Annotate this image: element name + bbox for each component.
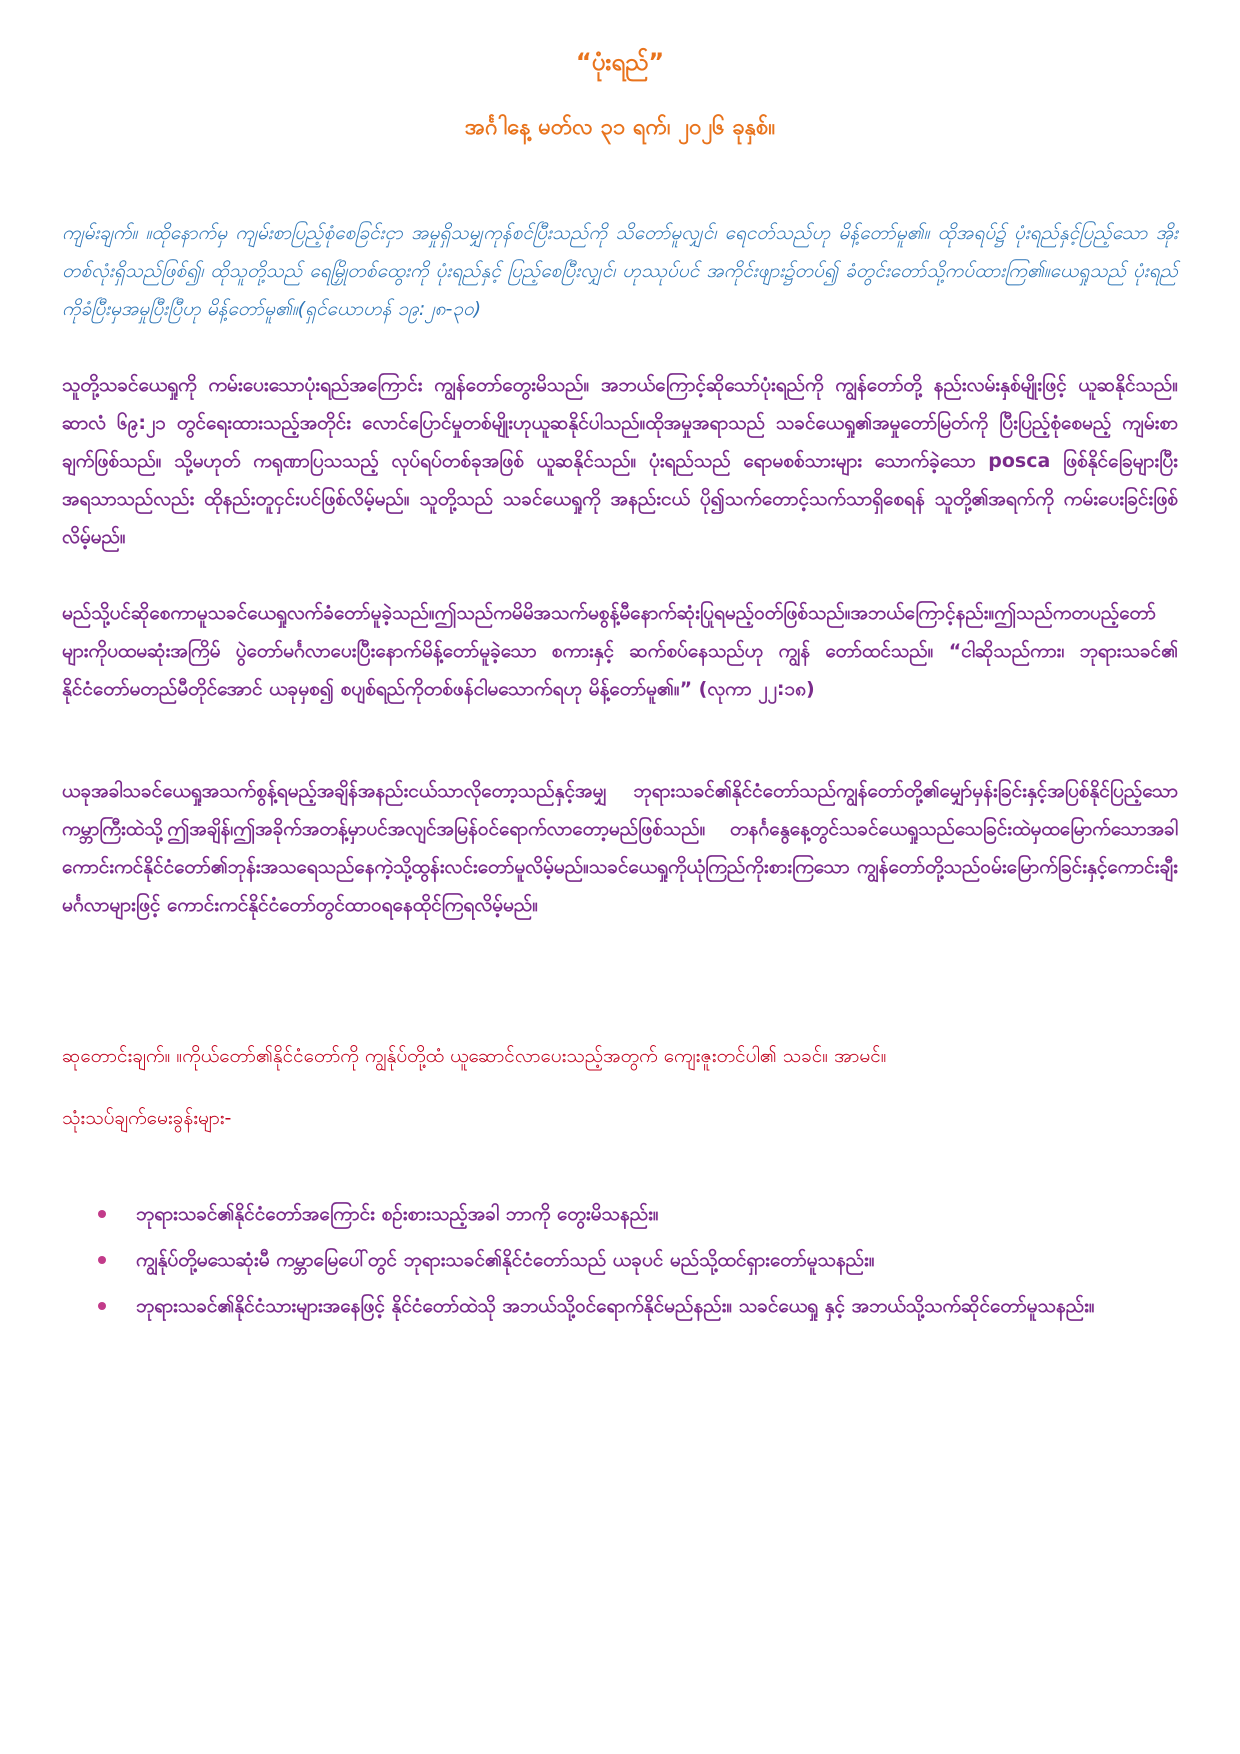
questions-heading: သုံးသပ်ချက်မေးခွန်းများ-	[62, 1107, 232, 1129]
reflection-questions-list	[94, 1194, 1154, 1332]
question-text: ဘုရားသခင်၏နိုင်ငံသားများအနေဖြင့် နိုင်ငံတော်ထဲသို အဘယ်သို့ဝင်ရောက်နိုင်မည်နည်း။ သခင်ယေရှု နှင့် အဘယ်သို့သက်ဆိုင်တော်မူသနည်း။	[136, 1295, 1095, 1317]
list-item	[94, 1240, 1154, 1280]
list-item	[94, 1194, 1154, 1234]
scripture-passage: ကျမ်းချက်။ ။ထိုနောက်မှ ကျမ်းစာပြည့်စုံစေခြင်းငှာ အမှုရှိသမျှကုန်စင်ပြီးသည်ကို သိတော်မူလျှင်၊ ရေငတ်သည်ဟု မိန့်တော်မူ၏။ ထိုအရပ်၌ ပုံးရည်နှင့်ပြည့်သော အိုးတစ်လုံးရှိသည်ဖြစ်၍၊ ထိုသူတို့သည် ရေမြှိုတစ်ထွေးကို ပုံးရည်နှင့် ပြည့်စေပြီးလျှင်၊ ဟုဿုပ်ပင် အကိုင်းဖျား၌တပ်၍ ခံတွင်းတော်သို့ကပ်ထားကြ၏။ယေရှုသည် ပုံးရည်ကိုခံပြီးမှအမှုပြီးပြီဟု မိန့်တော်မူ၏။(ရှင်ယောဟန် ၁၉:၂၈-၃၀)	[62, 222, 1178, 320]
bullet-icon	[98, 1256, 106, 1264]
body-paragraph-2: မည်သို့ပင်ဆိုစေကာမူသခင်ယေရှုလက်ခံတော်မူခဲ့သည်။ဤသည်ကမိမိအသက်မစွန့်မီနောက်ဆုံးပြုရမည့်ဝတ်ဖြစ်သည်။အဘယ်ကြောင့်နည်း။ဤသည်ကတပည့်တော်များကိုပထမဆုံးအကြိမ် ပွဲတော်မင်္ဂလာပေးပြီးနောက်မိန့်တော်မူခဲ့သော စကားနှင့် ဆက်စပ်နေသည်ဟု ကျွန် တော်ထင်သည်။ “ငါဆိုသည်ကား၊ ဘုရားသခင်၏ နိုင်ငံတော်မတည်မီတိုင်အောင် ယခုမှစ၍ စပျစ်ရည်ကိုတစ်ဖန်ငါမသောက်ရဟု မိန့်တော်မူ၏။” (လုကာ ၂၂:၁၈)	[62, 602, 1178, 700]
bullet-icon	[98, 1302, 106, 1310]
list-item	[94, 1286, 1154, 1326]
body-paragraph-3: ယခုအခါသခင်ယေရှုအသက်စွန့်ရမည့်အချိန်အနည်းငယ်သာလိုတော့သည်နှင့်အမျှ ဘုရားသခင်၏နိုင်ငံတော်သည်ကျွန်တော်တို့၏မျှော်မှန်းခြင်းနှင့်အပြစ်နိုင်ပြည့်သောကမ္ဘာကြီးထဲသို့ဤအချိန်၊ဤအခိုက်အတန့်မှာပင်အလျင်အမြန်ဝင်ရောက်လာတော့မည်ဖြစ်သည်။ တနင်္ဂနွေနေ့တွင်သခင်ယေရှုသည်သေခြင်းထဲမှထမြောက်သောအခါကောင်းကင်နိုင်ငံတော်၏ဘုန်းအသရေသည်နေကဲ့သို့ထွန်းလင်းတော်မူလိမ့်မည်။သခင်ယေရှုကိုယုံကြည်ကိုးစားကြသော ကျွန်တော်တို့သည်ဝမ်းမြောက်ခြင်းနှင့်ကောင်းချီးမင်္ဂလာများဖြင့် ကောင်းကင်နိုင်ငံတော်တွင်ထာဝရနေထိုင်ကြရလိမ့်မည်။	[62, 780, 1178, 916]
prayer-text: ဆုတောင်းချက်။ ။ကိုယ်တော်၏နိုင်ငံတော်ကို ကျွန်ုပ်တို့ထံ ယူဆောင်လာပေးသည့်အတွက် ကျေးဇူးတင်ပါ၏ သခင်။ အာမင်။	[62, 1045, 887, 1067]
question-text: ကျွန်ုပ်တို့မသေဆုံးမီ ကမ္ဘာမြေပေါ်တွင် ဘုရားသခင်၏နိုင်ငံတော်သည် ယခုပင် မည်သို့ထင်ရှားတော်မူသနည်း။	[136, 1249, 875, 1271]
devotion-date: အင်္ဂါနေ့ မတ်လ ၃၁ ရက်၊ ၂၀၂၆ ခုနှစ်။	[464, 115, 776, 140]
bullet-icon	[98, 1210, 106, 1218]
question-text: ဘုရားသခင်၏နိုင်ငံတော်အကြောင်း စဉ်းစားသည့်အခါ ဘာကို တွေးမိသနည်း။	[136, 1203, 659, 1225]
devotion-title: “ပုံးရည်”	[575, 48, 665, 76]
body-paragraph-1: သူတို့သခင်ယေရှုကို ကမ်းပေးသောပုံးရည်အကြောင်း ကျွန်တော်တွေးမိသည်။ အဘယ်ကြောင့်ဆိုသော်ပုံးရည်ကို ကျွန်တော်တို့ နည်းလမ်းနှစ်မျိုးဖြင့် ယူဆနိုင်သည်။ ဆာလံ ၆၉:၂၁ တွင်ရေးထားသည့်အတိုင်း လောင်ပြောင်မှုတစ်မျိုးဟုယူဆနိုင်ပါသည်။ထိုအမှုအရာသည် သခင်ယေရှု၏အမှုတော်မြတ်ကို ပြီးပြည့်စုံစေမည့် ကျမ်းစာချက်ဖြစ်သည်။ သို့မဟုတ် ကရုဏာပြသသည့် လုပ်ရပ်တစ်ခုအဖြစ် ယူဆနိုင်သည်။ ပုံးရည်သည် ရောမစစ်သားများ သောက်ခဲ့သော posca ဖြစ်နိုင်ခြေများပြီး အရသာသည်လည်း ထိုနည်းတူငှင်းပင်ဖြစ်လိမ့်မည်။ သူတို့သည် သခင်ယေရှုကို အနည်းငယ် ပို၍သက်တောင့်သက်သာရှိစေရန် သူတို့၏အရက်ကို ကမ်းပေးခြင်းဖြစ်လိမ့်မည်။	[62, 374, 1178, 548]
